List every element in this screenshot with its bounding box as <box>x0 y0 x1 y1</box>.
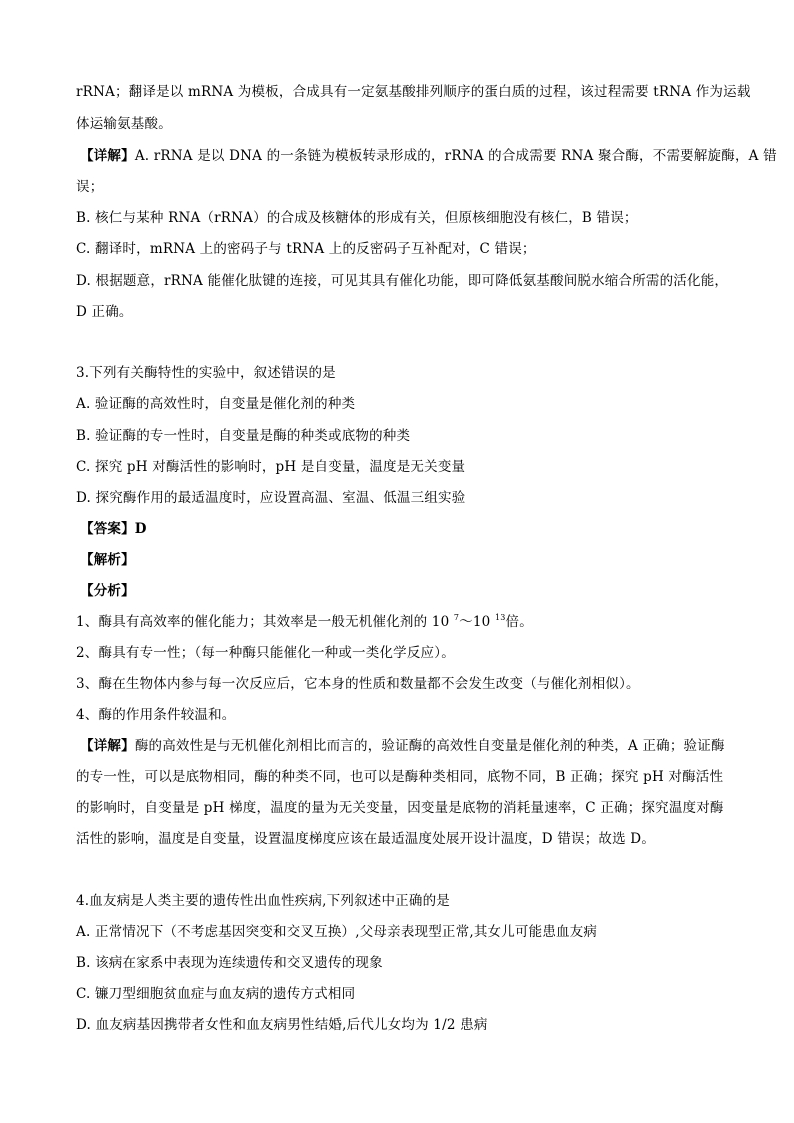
detail-line <box>80 736 740 756</box>
detail-line <box>80 146 777 166</box>
text-line: D 正确。 <box>76 304 133 320</box>
option-b-explanation: B. 核仁与某种 RNA（rRNA）的合成及核糖体的形成有关，但原核细胞没有核仁，B 错误； <box>76 210 638 226</box>
question-3-option-b: B. 验证酶的专一性时，自变量是酶的种类或底物的种类 <box>76 428 411 444</box>
question-4-option-c: C. 镰刀型细胞贫血症与血友病的遗传方式相同 <box>76 986 356 1002</box>
detail-tag: 【详解】 <box>80 738 135 754</box>
fenxi-label: 【分析】 <box>80 583 135 599</box>
option-c-explanation: C. 翻译时，mRNA 上的密码子与 tRNA 上的反密码子互补配对，C 错误； <box>76 241 536 257</box>
point-4: 4、酶的作用条件较温和。 <box>76 707 236 723</box>
point-2: 2、酶具有专一性；（每一种酶只能催化一种或一类化学反应）。 <box>76 645 455 661</box>
point-3: 3、酶在生物体内参与每一次反应后，它本身的性质和数量都不会发生改变（与催化剂相似）。 <box>76 676 640 692</box>
question-3-option-c: C. 探究 pH 对酶活性的影响时，pH 是自变量，温度是无关变量 <box>76 459 466 475</box>
point-1-prefix: 1、酶具有高效率的催化能力；其效率是一般无机催化剂的 10 <box>76 614 454 630</box>
detail-tag: 【详解】 <box>80 148 135 164</box>
point-1-mid: ～10 <box>459 614 495 630</box>
text-line: 的影响时，自变量是 pH 梯度，温度的量为无关变量，因变量是底物的消耗量速率，C 正确；探究温度对酶 <box>76 800 724 816</box>
exponent-7: 7 <box>453 613 460 622</box>
question-4-title: 4.血友病是人类主要的遗传性出血性疾病,下列叙述中正确的是 <box>76 893 450 909</box>
text-line: 体运输氨基酸。 <box>76 116 172 132</box>
question-3-option-a: A. 验证酶的高效性时，自变量是催化剂的种类 <box>76 396 356 412</box>
option-d-explanation: D. 根据题意，rRNA 能催化肽键的连接，可见其具有催化功能，即可降低氨基酸间脱水缩合所需的活化能， <box>76 273 729 289</box>
detail-text: 酶的高效性是与无机催化剂相比而言的，验证酶的高效性自变量是催化剂的种类，A 正确；验证酶 <box>134 738 725 754</box>
detail-text: A. rRNA 是以 DNA 的一条链为模板转录形成的，rRNA 的合成需要 RNA 聚合酶，不需要解旋酶，A 错 <box>134 148 777 164</box>
exponent-13: 13 <box>494 613 506 622</box>
point-1-suffix: 倍。 <box>505 614 533 630</box>
point-1 <box>76 612 736 632</box>
text-line: 误； <box>76 179 104 195</box>
text-line: rRNA；翻译是以 mRNA 为模板，合成具有一定氨基酸排列顺序的蛋白质的过程，该过程需要 tRNA 作为运载 <box>76 84 751 100</box>
question-4-option-a: A. 正常情况下（不考虑基因突变和交叉互换）,父母亲表现型正常,其女儿可能患血友病 <box>76 924 598 940</box>
answer-label: 【答案】D <box>80 521 147 537</box>
question-4-option-d: D. 血友病基因携带者女性和血友病男性结婚,后代儿女均为 1/2 患病 <box>76 1017 488 1033</box>
text-line: 的专一性，可以是底物相同，酶的种类不同，也可以是酶种类相同，底物不同，B 正确；探究 pH 对酶活性 <box>76 769 724 785</box>
question-3-option-d: D. 探究酶作用的最适温度时，应设置高温、室温、低温三组实验 <box>76 490 466 506</box>
analysis-label: 【解析】 <box>80 552 135 568</box>
text-line: 活性的影响，温度是自变量，设置温度梯度应该在最适温度处展开设计温度，D 错误；故选 D。 <box>76 831 656 847</box>
question-4-option-b: B. 该病在家系中表现为连续遗传和交叉遗传的现象 <box>76 955 383 971</box>
question-3-title: 3.下列有关酶特性的实验中，叙述错误的是 <box>76 365 336 381</box>
